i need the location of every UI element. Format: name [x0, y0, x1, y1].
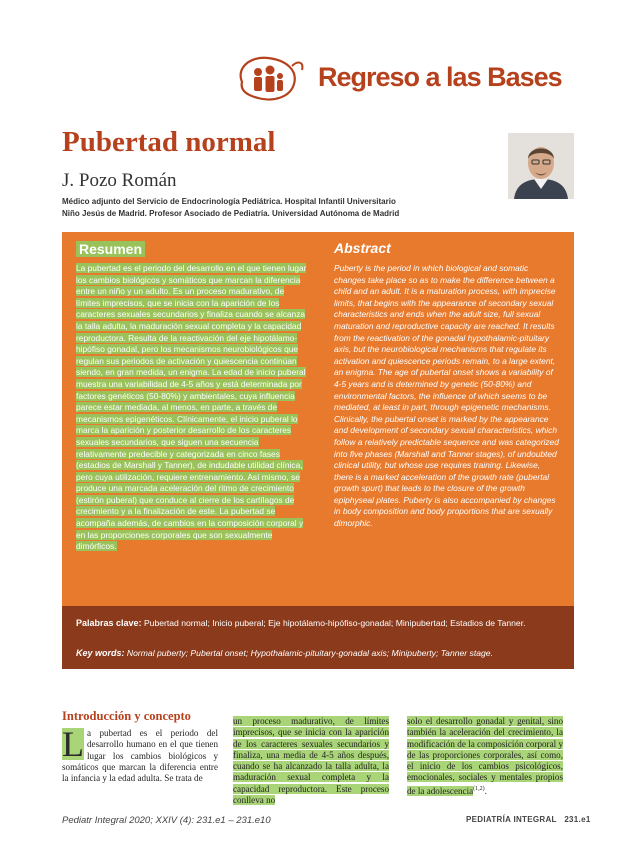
- keywords-es: [76, 618, 566, 630]
- abstract-text: Puberty is the period in which biological and somatic changes take place so as to make the difference between a child and an adult. It is a maturation process, with imprecise limits, that begins with the appearance of secondary sexual characteristics and ends when the adult size, full sexual maturation and reproductive capacity are reached. It results from the reactivation of the gonadal hypothalamic-pituitary axis, but the neurobiological mechanisms that regulate its activation and quiescence periods remain, to a large extent, an enigma. The age of pubertal onset shows a variability of 4-5 years and is determined by genetic (50-80%) and environmental factors, the influence of which seems to be mediated, at least in part, through epigenetic mechanisms. Clinically, the pubertal onset is marked by the appearance and development of secondary sexual characteristics, which follow a relatively predictable sequence and was categorized into five phases (Marshall and Tanner stages), of undoubted clinical utility, but whose use requires training. Likewise, there is a marked acceleration of the growth rate (pubertal growth spurt) that leads to the closure of the growth epiphyseal plates. Puberty is also accompanied by changes in body composition and body proportions that are sexually dimorphic.: [334, 263, 559, 529]
- author-photo: [508, 133, 574, 199]
- series-title: Regreso a las Bases: [318, 62, 562, 92]
- reference-superscript: (1,2): [473, 785, 485, 792]
- footer-citation: Pediatr Integral 2020; XXIV (4): 231.e1 – 231.e10: [62, 815, 271, 826]
- footer-journal-name: PEDIATRÍA INTEGRAL: [466, 815, 557, 824]
- series-logo: [232, 52, 306, 104]
- author-affiliation: Médico adjunto del Servicio de Endocrinología Pediátrica. Hospital Infantil Universitario Niño Jesús de Madrid. Profesor Asociado de Pediatría. Universidad Autónoma de Madrid: [62, 197, 400, 218]
- body-column-3-text: solo el desarrollo gonadal y genital, sino también la aceleración del crecimiento, la modificación de la composición corporal y de las proporciones corporales, así como, el inicio de los cambios psicológicos, emocionales, sociales y mentales propios de la adolescencia: [407, 716, 563, 796]
- body-column-3-end: .: [484, 785, 487, 796]
- drop-cap: L: [62, 724, 84, 764]
- body-column-1-text: a pubertad es el periodo del desarrollo humano en el que tienen lugar los cambios biológicos y somáticos que marcan la diferencia entre la infancia y la edad adulta. Se trata de: [62, 728, 218, 784]
- body-column-3: [407, 716, 563, 797]
- resumen-text: [76, 263, 308, 553]
- keywords-en-label: Key words:: [76, 648, 125, 658]
- article-title: Pubertad normal: [62, 126, 276, 158]
- author-portrait-icon: [508, 133, 574, 199]
- keywords-es-label: Palabras clave:: [76, 618, 142, 628]
- summary-box: [62, 232, 574, 606]
- abstract-title: Abstract: [334, 240, 391, 256]
- keywords-es-text: Pubertad normal; Inicio puberal; Eje hipotálamo-hipófiso-gonadal; Minipubertad; Estadios de Tanner.: [143, 618, 526, 628]
- section-heading: Introducción y concepto: [62, 709, 191, 723]
- body-column-2: [233, 716, 389, 806]
- resumen-title: Resumen: [76, 241, 145, 257]
- body-column-2-text: un proceso madurativo, de límites imprecisos, que se inicia con la aparición de los caracteres sexuales secundarios y finaliza, una media de 4-5 años después, cuando se ha alcanzado la talla adulta, la maduración sexual completa y la capacidad reproductora. Este proceso conlleva no: [233, 716, 389, 806]
- family-logo-icon: [232, 52, 306, 104]
- keywords-en: [76, 648, 566, 660]
- keywords-band: [62, 606, 574, 669]
- resumen-body: La pubertad es el periodo del desarrollo en el que tienen lugar los cambios biológicos y somáticos que marcan la diferencia entre un niño y un adulto. Es un proceso madurativo, de límites imprecisos, que se inicia con la aparición de los caracteres sexuales secundarios y finaliza cuando se alcanza la talla adulta, la maduración sexual completa y la capacidad reproductora. Resulta de la reactivación del eje hipotálamo-hipófiso gonadal, pero los mecanismos neurobiológicos que regulan sus periodos de activación y quiescencia continúan siendo, en gran medida, un enigma. La edad de inicio puberal muestra una variabilidad de 4-5 años y está determinada por factores genéticos (50-80%) y ambientales, cuya influencia parece estar mediada, al menos, en parte, a través de mecanismos epigenéticos. Clínicamente, el inicio puberal lo marca la aparición y posterior desarrollo de los caracteres sexuales secundarios, que siguen una secuencia relativamente predecible y categorizada en cinco fases (estadios de Marshall y Tanner), de indudable utilidad clínica, pero cuya utilización, requiere entrenamiento. Así mismo, se produce una marcada aceleración del ritmo de crecimiento (estirón puberal) que conduce al cierre de los cartílagos de crecimiento y a la finalización de este. La pubertad se acompaña además, de cambios en la composición corporal y en las proporciones corporales que son sexualmente dimórficos.: [76, 263, 307, 552]
- body-column-1: [62, 724, 218, 784]
- author-name: J. Pozo Román: [62, 170, 177, 191]
- footer-journal: [466, 815, 591, 824]
- footer-page-number: 231.e1: [564, 815, 591, 824]
- keywords-en-text: Normal puberty; Pubertal onset; Hypothalamic-pituitary-gonadal axis; Minipuberty; Tanner stage.: [126, 648, 493, 658]
